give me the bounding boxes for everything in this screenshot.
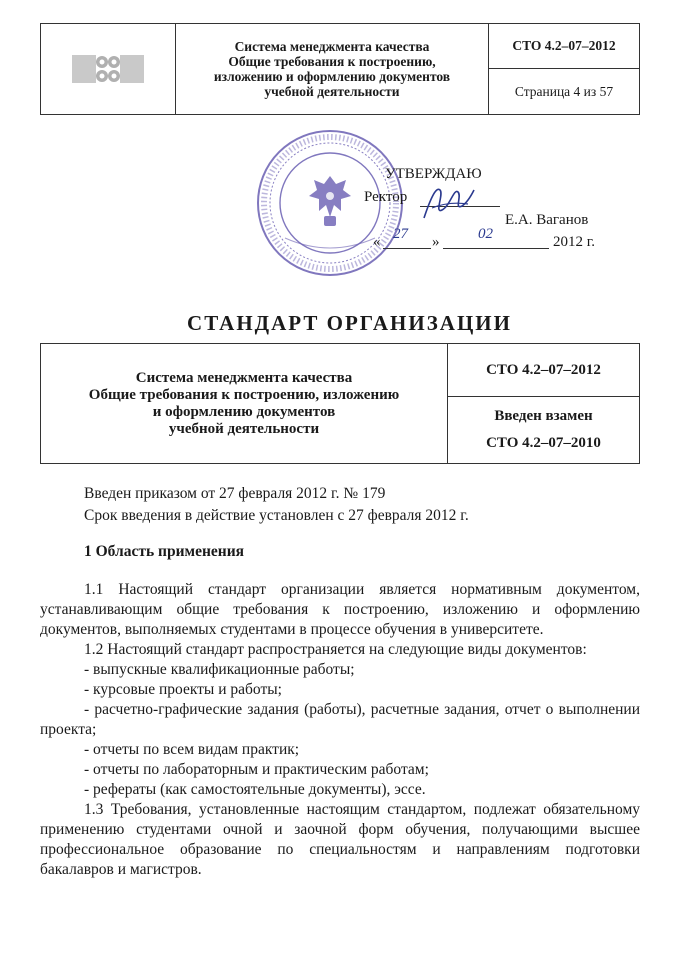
date-year: 2012 г.	[553, 234, 595, 250]
standard-title-line: Общие требования к построению, изложению	[88, 386, 400, 403]
paragraph-1-2: 1.2 Настоящий стандарт распространяется на следующие виды документов:	[84, 641, 587, 658]
intro-block	[40, 484, 640, 526]
standard-title-line: учебной деятельности	[168, 420, 320, 437]
header-title	[176, 24, 489, 114]
paragraph-1-3: 1.3 Требования, установленные настоящим стандартом, подлежат обязательному применению студентами очной и заочной форм обучения, получающими высшее профессиональное образование по специальностям и направлениям подготовки бакалавров и магистров.	[40, 801, 640, 878]
replaced-code: СТО 4.2–07–2010	[486, 435, 601, 452]
list-item: - рефераты (как самостоятельные документы), эссе.	[84, 781, 426, 798]
date-quote-open: «	[373, 234, 381, 250]
header-title-line: изложению и оформлению документов	[213, 69, 451, 84]
standard-code-cell	[448, 344, 639, 463]
header-code-cell	[489, 24, 639, 114]
rector-label: Ректор	[364, 189, 408, 205]
rector-name: Е.А. Ваганов	[505, 212, 589, 228]
approve-label: УТВЕРЖДАЮ	[385, 166, 482, 182]
header-title-line: Общие требования к построению,	[228, 54, 436, 69]
list-item: - выпускные квалификационные работы;	[84, 661, 355, 678]
date-day: 27	[393, 226, 408, 242]
intro-order: Введен приказом от 27 февраля 2012 г. № 179	[84, 485, 386, 502]
section-1-title: 1 Область применения	[84, 543, 245, 560]
header-code: СТО 4.2–07–2012	[489, 24, 639, 69]
list-item: - расчетно-графические задания (работы), расчетные задания, отчет о выполнении проекта;	[40, 701, 640, 738]
replaced-label: Введен взамен	[494, 407, 593, 424]
list-item: - отчеты по лабораторным и практическим работам;	[84, 761, 429, 778]
standard-table	[40, 343, 640, 464]
signature-icon	[418, 180, 478, 225]
page-number: Страница 4 из 57	[514, 83, 614, 99]
university-logo-icon	[68, 49, 148, 89]
header-table	[40, 23, 640, 115]
replaced-cell	[448, 397, 639, 463]
date-quote-close: »	[432, 234, 440, 250]
logo-cell	[41, 24, 176, 114]
list-item: - отчеты по всем видам практик;	[84, 741, 300, 758]
standard-code: СТО 4.2–07–2012	[448, 344, 639, 397]
month-line	[443, 248, 549, 249]
section-1	[40, 542, 640, 880]
day-line	[383, 248, 431, 249]
header-title-line: Система менеджмента качества	[234, 39, 430, 54]
standard-title-line: Система менеджмента качества	[135, 369, 353, 386]
header-title-line: учебной деятельности	[264, 84, 400, 99]
document-heading: СТАНДАРТ ОРГАНИЗАЦИИ	[187, 311, 512, 335]
standard-title-line: и оформлению документов	[152, 403, 336, 420]
list-item: - курсовые проекты и работы;	[84, 681, 282, 698]
intro-effective: Срок введения в действие установлен с 27 февраля 2012 г.	[84, 507, 469, 524]
date-month: 02	[478, 226, 493, 242]
standard-title	[41, 344, 448, 463]
paragraph-1-1: 1.1 Настоящий стандарт организации является нормативным документом, устанавливающим общие требования к построению, изложению и оформлению документов, выполняемых студентами в процессе обучения в университете.	[40, 581, 640, 638]
